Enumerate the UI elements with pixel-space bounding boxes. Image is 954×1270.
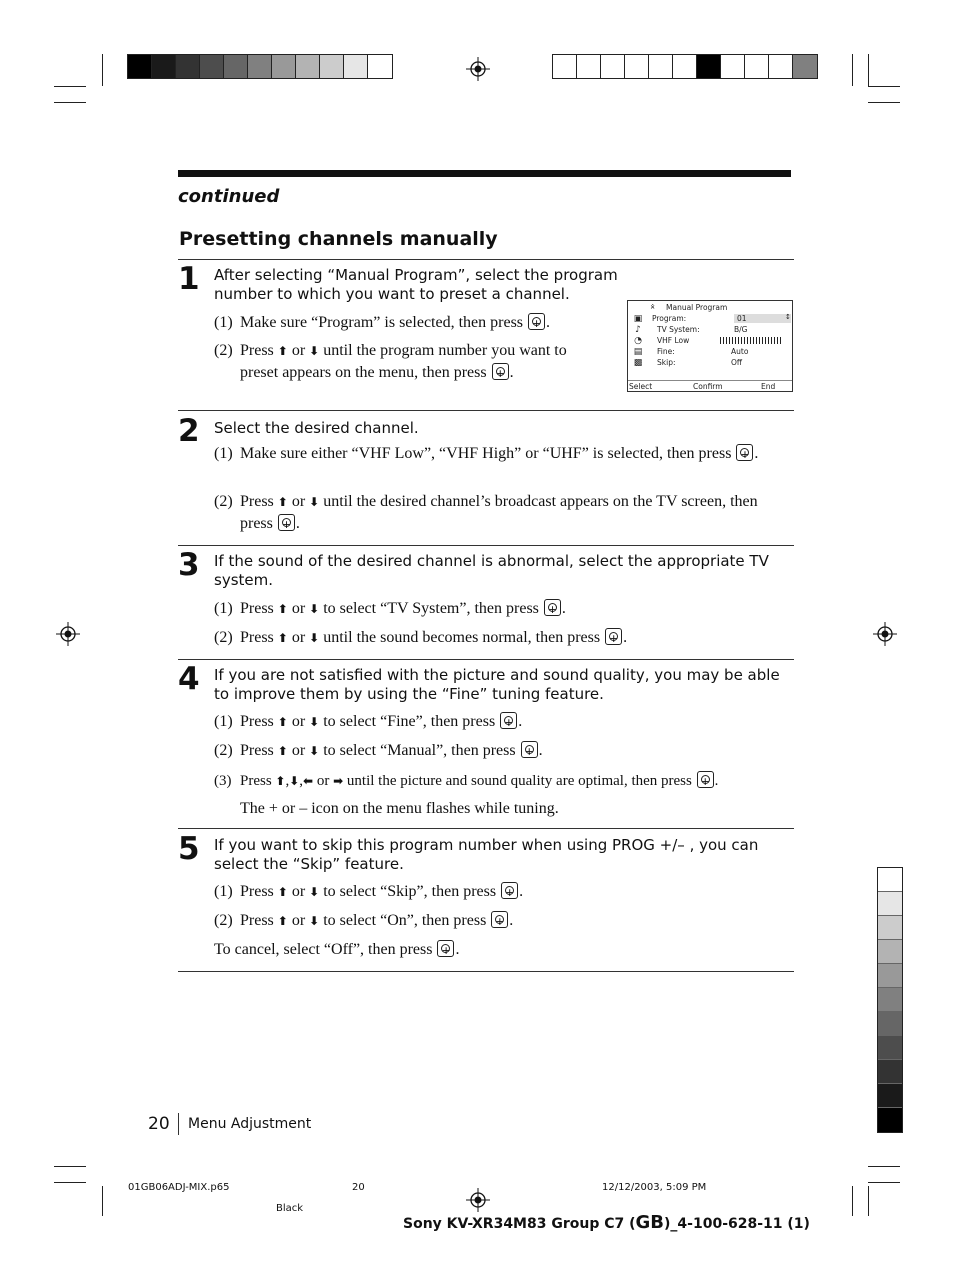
color-swatch [721, 55, 745, 78]
down-arrow-icon: ⬇ [309, 631, 320, 645]
model-prefix: Sony KV-XR34M83 Group C7 ( [403, 1216, 636, 1232]
section-title: Presetting channels manually [179, 228, 498, 250]
item-text: Press [240, 912, 274, 929]
item-text: Press [240, 493, 274, 510]
step-item: (1) Press ⬆ or ⬇ to select “TV System”, then press + . [214, 598, 784, 620]
step-note: The + or – icon on the menu flashes while tuning. [240, 800, 559, 817]
item-text: to select “Manual”, then press [323, 742, 516, 759]
row-label: Program: [652, 314, 687, 323]
color-swatch [601, 55, 625, 78]
crop-mark [102, 54, 103, 86]
item-text: Press [240, 600, 274, 617]
color-swatch [878, 988, 902, 1012]
item-text: to select “Skip”, then press [323, 883, 497, 900]
color-swatch [296, 55, 320, 78]
divider [178, 259, 794, 260]
step-item: (1) Press ⬆ or ⬇ to select “Fine”, then press + . [214, 711, 784, 733]
up-arrow-icon: ⬆ [277, 885, 288, 899]
ok-button-icon [521, 741, 538, 758]
item-text: or [291, 600, 306, 617]
divider [178, 545, 794, 546]
ok-button-icon [278, 514, 295, 531]
up-arrow-icon: ⬆ [277, 715, 288, 729]
item-number: (1) [214, 883, 233, 900]
ok-button-icon [697, 771, 714, 788]
item-text: or [291, 883, 306, 900]
crop-mark [852, 1186, 853, 1216]
divider [178, 828, 794, 829]
ok-button-icon [736, 444, 753, 461]
item-text: until the desired channel’s broadcast appears on the TV screen, then press [240, 493, 758, 532]
color-swatch [697, 55, 721, 78]
footer-confirm: Confirm [693, 382, 723, 391]
row-value: 01 [734, 314, 791, 323]
color-swatch [553, 55, 577, 78]
down-arrow-icon: ⬇ [309, 344, 320, 358]
step-number: 5 [178, 831, 200, 867]
item-number: (3) [214, 773, 232, 789]
item-number: (1) [214, 600, 233, 617]
step-number: 2 [178, 413, 200, 449]
crop-mark [54, 1166, 86, 1167]
step-item: (1) Make sure either “VHF Low”, “VHF High” or “UHF” is selected, then press + . [214, 443, 784, 465]
item-text: until the picture and sound quality are optimal, then press [346, 773, 692, 789]
step-intro: If the sound of the desired channel is abnormal, select the appropriate TV system. [214, 552, 769, 589]
crop-mark [102, 1186, 103, 1216]
color-swatch [649, 55, 673, 78]
item-number: (2) [214, 629, 233, 646]
menu-row [657, 347, 792, 357]
item-text: Press [240, 883, 274, 900]
model-suffix: )_4-100-628-11 (1) [664, 1216, 810, 1232]
item-text: until the program number you want to preset appears on the menu, then press [240, 342, 567, 381]
item-text: Press [240, 773, 272, 789]
ok-button-icon [491, 911, 508, 928]
item-number: (1) [214, 445, 233, 462]
file-page: 20 [352, 1182, 365, 1193]
crop-mark [868, 102, 900, 103]
ok-button-icon [492, 363, 509, 380]
item-text: Press [240, 342, 274, 359]
color-swatch [200, 55, 224, 78]
step-item: (3) Press ⬆,⬇,⬅ or ➡ until the picture and sound quality are optimal, then press + . [214, 770, 789, 792]
crop-mark [868, 1182, 900, 1183]
color-swatch [878, 1012, 902, 1036]
ok-button-icon [500, 712, 517, 729]
timer-icon: ◔ [634, 336, 642, 346]
color-swatch [878, 1036, 902, 1060]
crop-mark [852, 54, 853, 86]
ok-button-icon [544, 599, 561, 616]
ok-button-icon [437, 940, 454, 957]
color-swatch [320, 55, 344, 78]
item-text: to select “On”, then press [323, 912, 487, 929]
top-rule [178, 170, 791, 177]
item-text: Make sure either “VHF Low”, “VHF High” or “UHF” is selected, then press [240, 445, 732, 462]
color-swatch [793, 55, 817, 78]
color-swatch [368, 55, 392, 78]
item-text: to select “Fine”, then press [323, 713, 496, 730]
color-swatch [152, 55, 176, 78]
down-arrow-icon: ⬇ [289, 774, 300, 788]
down-arrow-icon: ⬇ [309, 495, 320, 509]
sound-icon: ♪ [635, 325, 641, 335]
step-item: (1) Make sure “Program” is selected, then press + . [214, 312, 614, 334]
color-swatch [128, 55, 152, 78]
down-arrow-icon: ⬇ [309, 914, 320, 928]
item-number: (1) [214, 314, 233, 331]
up-arrow-icon: ⬆ [277, 344, 288, 358]
down-arrow-icon: ⬇ [309, 715, 320, 729]
section-name: Menu Adjustment [188, 1116, 312, 1132]
color-bar-right [552, 54, 818, 79]
crop-mark [54, 1182, 86, 1183]
tuner-icon: ⨰ [650, 302, 656, 312]
color-swatch [878, 1108, 902, 1132]
row-label: Fine: [657, 347, 675, 356]
down-arrow-icon: ⬇ [309, 885, 320, 899]
down-arrow-icon: ⬇ [309, 744, 320, 758]
step-note: To cancel, select “Off”, then press + . [214, 939, 784, 961]
row-value: Off [731, 358, 743, 367]
color-swatch [878, 892, 902, 916]
divider [178, 410, 794, 411]
item-number: (1) [214, 713, 233, 730]
down-arrow-icon: ⬇ [309, 602, 320, 616]
crop-mark [868, 86, 900, 87]
color-swatch [577, 55, 601, 78]
step-number: 1 [178, 261, 200, 297]
color-swatch [344, 55, 368, 78]
item-text: to select “TV System”, then press [323, 600, 539, 617]
footer-divider [178, 1113, 179, 1135]
color-swatch [878, 940, 902, 964]
crop-mark [868, 1186, 869, 1216]
row-label: TV System: [657, 325, 700, 334]
color-swatch [176, 55, 200, 78]
up-arrow-icon: ⬆ [277, 631, 288, 645]
step-item: (2) Press ⬆ or ⬇ until the desired channel’s broadcast appears on the TV screen, then press + . [214, 491, 784, 535]
item-text: Press [240, 713, 274, 730]
up-down-icon: ↕ [785, 313, 791, 321]
up-arrow-icon: ⬆ [275, 774, 286, 788]
item-text: until the sound becomes normal, then press [323, 629, 601, 646]
crop-mark [868, 1166, 900, 1167]
setup-icon: ▤ [633, 347, 643, 357]
divider [178, 971, 794, 972]
step-item: (2) Press ⬆ or ⬇ until the program number you want to preset appears on the menu, then press + . [214, 340, 604, 384]
step-item: (2) Press ⬆ or ⬇ to select “Manual”, then press + . [214, 740, 784, 762]
menu-row [657, 325, 792, 335]
note-text: To cancel, select “Off”, then press [214, 941, 433, 958]
file-name: 01GB06ADJ-MIX.p65 [128, 1182, 230, 1193]
color-swatch [625, 55, 649, 78]
page-number: 20 [148, 1114, 170, 1134]
item-number: (2) [214, 342, 233, 359]
crop-mark [868, 54, 869, 86]
item-text: or [291, 342, 306, 359]
left-arrow-icon: ⬅ [303, 774, 314, 788]
item-text: or [291, 912, 306, 929]
item-text: or [291, 493, 306, 510]
item-text: Press [240, 742, 274, 759]
timestamp: 12/12/2003, 5:09 PM [602, 1182, 707, 1193]
color-swatch [769, 55, 793, 78]
crop-mark [54, 86, 86, 87]
step-intro: If you want to skip this program number when using PROG +/– , you can select the “Skip” feature. [214, 836, 759, 873]
menu-row [657, 358, 792, 368]
registration-mark-icon [466, 57, 490, 81]
color-bar-vertical [877, 867, 903, 1133]
item-text: or [316, 773, 330, 789]
divider [178, 659, 794, 660]
color-swatch [745, 55, 769, 78]
color-swatch [248, 55, 272, 78]
step-number: 4 [178, 661, 200, 697]
step-item: (2) Press ⬆ or ⬇ until the sound becomes normal, then press + . [214, 627, 784, 649]
row-value: Auto [731, 347, 749, 356]
row-value: B/G [734, 325, 748, 334]
item-number: (2) [214, 912, 233, 929]
footer-end: End [761, 382, 776, 391]
menu-footer [628, 380, 792, 391]
color-swatch [224, 55, 248, 78]
color-swatch [878, 1084, 902, 1108]
up-arrow-icon: ⬆ [277, 744, 288, 758]
color-swatch [878, 1060, 902, 1084]
up-arrow-icon: ⬆ [277, 602, 288, 616]
ok-button-icon [605, 628, 622, 645]
color-swatch [878, 868, 902, 892]
step-intro: Select the desired channel. [214, 419, 419, 437]
item-text: Make sure “Program” is selected, then press [240, 314, 524, 331]
ok-button-icon [501, 882, 518, 899]
item-number: (2) [214, 493, 233, 510]
color-swatch [272, 55, 296, 78]
color-swatch [673, 55, 697, 78]
up-arrow-icon: ⬆ [277, 495, 288, 509]
color-plate: Black [276, 1203, 304, 1214]
model-region: GB [635, 1212, 665, 1233]
ok-button-icon [528, 313, 545, 330]
item-text: or [291, 742, 306, 759]
step-item: (2) Press ⬆ or ⬇ to select “On”, then press + . [214, 910, 784, 932]
picture-icon: ▣ [633, 314, 643, 324]
tuning-bar [720, 337, 782, 344]
step-intro: If you are not satisfied with the picture and sound quality, you may be able to improve them by using the “Fine” tuning feature. [214, 666, 780, 703]
crop-mark [54, 102, 86, 103]
footer-select: Select [629, 382, 653, 391]
registration-mark-icon [466, 1188, 490, 1212]
item-text: or [291, 629, 306, 646]
row-label: Skip: [657, 358, 676, 367]
step-item: (1) Press ⬆ or ⬇ to select “Skip”, then press + . [214, 881, 784, 903]
item-text: Press [240, 629, 274, 646]
toolbox-icon: ▩ [633, 358, 643, 368]
registration-mark-icon [873, 622, 897, 646]
row-label: VHF Low [657, 336, 690, 345]
step-number: 3 [178, 547, 200, 583]
menu-row [652, 313, 791, 324]
item-number: (2) [214, 742, 233, 759]
up-arrow-icon: ⬆ [277, 914, 288, 928]
model-number [403, 1212, 810, 1233]
menu-title: Manual Program [666, 303, 728, 312]
menu-row [657, 336, 792, 346]
item-text: or [291, 713, 306, 730]
menu-screen [627, 300, 793, 392]
continued-label: continued [178, 186, 280, 207]
color-swatch [878, 964, 902, 988]
color-bar-left [127, 54, 393, 79]
right-arrow-icon: ➡ [333, 774, 344, 788]
color-swatch [878, 916, 902, 940]
step-intro: After selecting “Manual Program”, select the program number to which you want to preset a channel. [214, 266, 618, 303]
registration-mark-icon [56, 622, 80, 646]
